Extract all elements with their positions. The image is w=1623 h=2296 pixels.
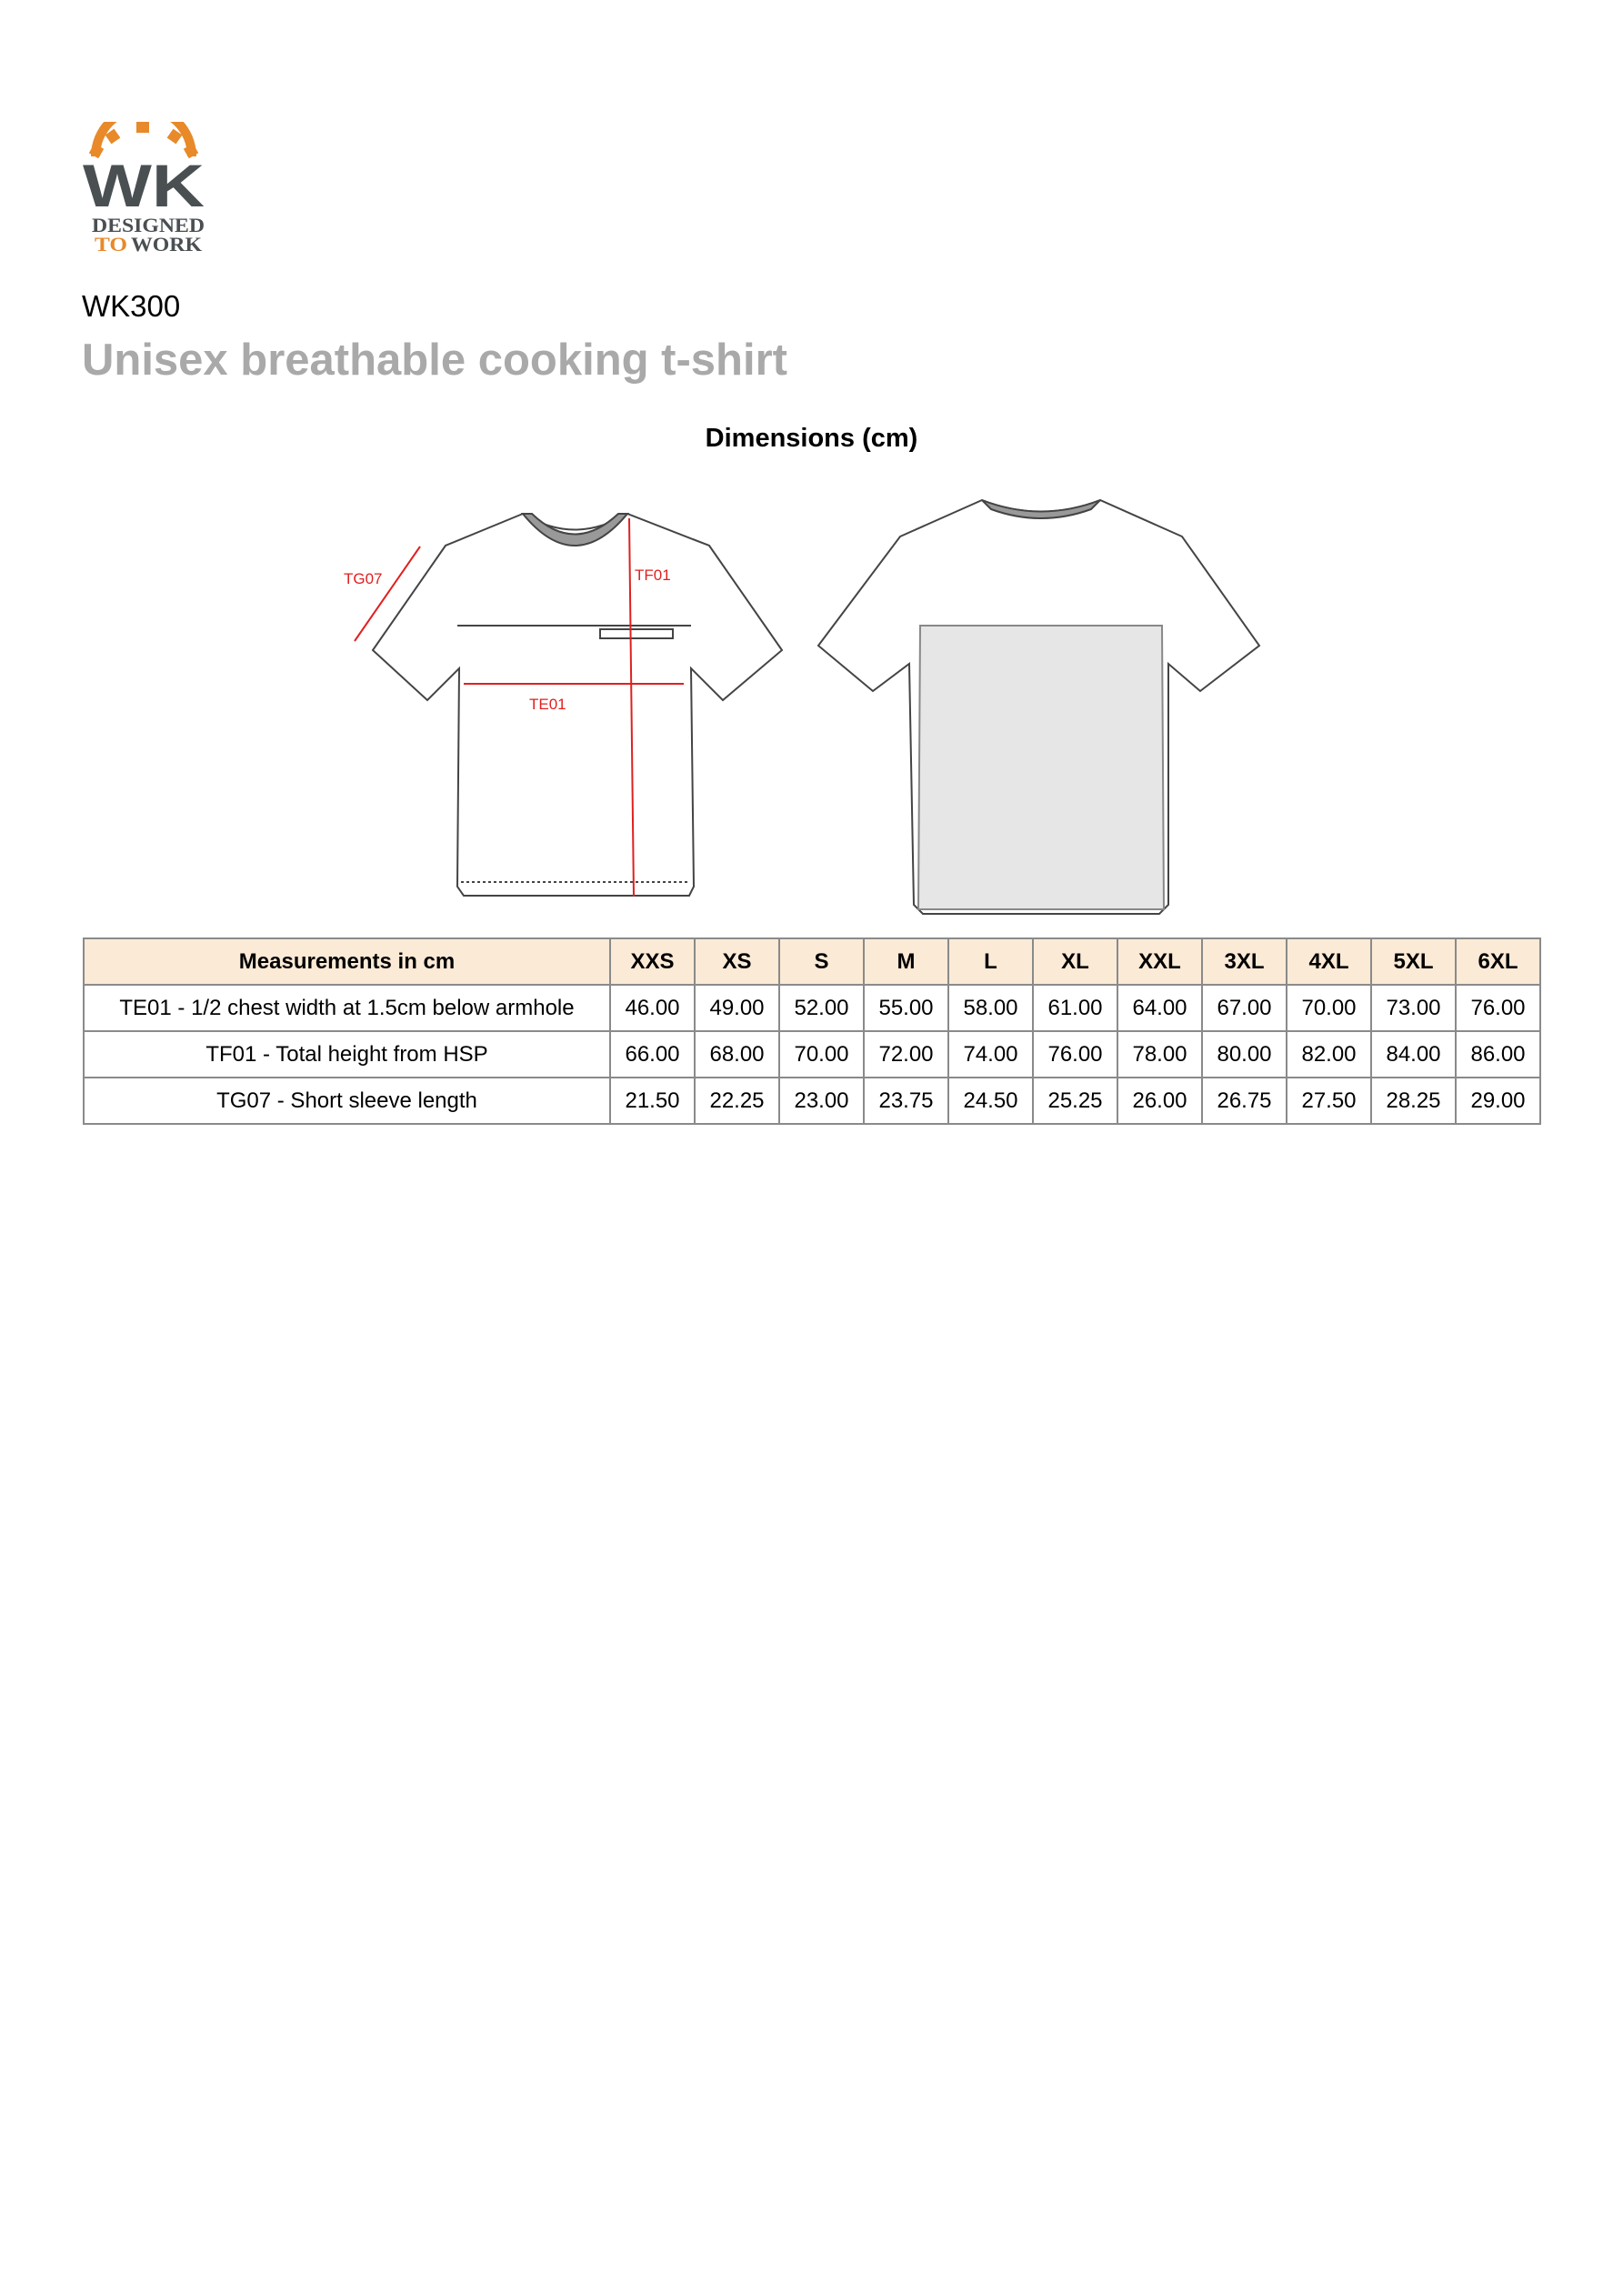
cell-value: 55.00 [864, 985, 948, 1031]
back-view [818, 500, 1259, 914]
cell-value: 70.00 [779, 1031, 864, 1078]
label-te01: TE01 [529, 696, 566, 713]
size-header: XS [695, 938, 779, 985]
header-measurements: Measurements in cm [84, 938, 610, 985]
cell-value: 52.00 [779, 985, 864, 1031]
size-header: XL [1033, 938, 1117, 985]
cell-value: 84.00 [1371, 1031, 1456, 1078]
label-tf01: TF01 [635, 566, 671, 584]
front-view [373, 514, 782, 896]
cell-value: 66.00 [610, 1031, 695, 1078]
cell-value: 80.00 [1202, 1031, 1287, 1078]
cell-value: 64.00 [1117, 985, 1202, 1031]
product-title: Unisex breathable cooking t-shirt [82, 336, 787, 385]
cell-value: 23.75 [864, 1078, 948, 1124]
cell-value: 78.00 [1117, 1031, 1202, 1078]
size-header: L [948, 938, 1033, 985]
size-header: XXL [1117, 938, 1202, 985]
cell-value: 58.00 [948, 985, 1033, 1031]
row-label: TG07 - Short sleeve length [84, 1078, 610, 1124]
cell-value: 61.00 [1033, 985, 1117, 1031]
cell-value: 25.25 [1033, 1078, 1117, 1124]
svg-text:DESIGNED: DESIGNED [92, 214, 205, 236]
cell-value: 29.00 [1456, 1078, 1540, 1124]
svg-text:TO: TO [95, 233, 127, 254]
table-row [84, 1078, 1540, 1124]
table-row [84, 1031, 1540, 1078]
cell-value: 73.00 [1371, 985, 1456, 1031]
cell-value: 76.00 [1033, 1031, 1117, 1078]
cell-value: 22.25 [695, 1078, 779, 1124]
svg-text:WORK: WORK [131, 233, 202, 254]
size-header: 5XL [1371, 938, 1456, 985]
wk-logo [80, 122, 207, 254]
row-label: TF01 - Total height from HSP [84, 1031, 610, 1078]
size-header: 6XL [1456, 938, 1540, 985]
size-header: S [779, 938, 864, 985]
cell-value: 28.25 [1371, 1078, 1456, 1124]
size-header: 3XL [1202, 938, 1287, 985]
cell-value: 23.00 [779, 1078, 864, 1124]
cell-value: 70.00 [1287, 985, 1371, 1031]
cell-value: 68.00 [695, 1031, 779, 1078]
cell-value: 86.00 [1456, 1031, 1540, 1078]
cell-value: 72.00 [864, 1031, 948, 1078]
cell-value: 74.00 [948, 1031, 1033, 1078]
cell-value: 46.00 [610, 985, 695, 1031]
cell-value: 26.75 [1202, 1078, 1287, 1124]
cell-value: 27.50 [1287, 1078, 1371, 1124]
cell-value: 49.00 [695, 985, 779, 1031]
size-header: XXS [610, 938, 695, 985]
row-label: TE01 - 1/2 chest width at 1.5cm below armhole [84, 985, 610, 1031]
size-header: 4XL [1287, 938, 1371, 985]
cell-value: 21.50 [610, 1078, 695, 1124]
cell-value: 67.00 [1202, 985, 1287, 1031]
product-code: WK300 [82, 289, 181, 323]
size-table [83, 937, 1541, 1125]
label-tg07: TG07 [344, 570, 383, 587]
cell-value: 24.50 [948, 1078, 1033, 1124]
size-header: M [864, 938, 948, 985]
cell-value: 82.00 [1287, 1031, 1371, 1078]
table-header-row [84, 938, 1540, 985]
svg-text:WK: WK [83, 152, 205, 219]
cell-value: 76.00 [1456, 985, 1540, 1031]
table-row [84, 985, 1540, 1031]
dimensions-heading: Dimensions (cm) [705, 424, 918, 453]
garment-diagram [327, 482, 1282, 927]
cell-value: 26.00 [1117, 1078, 1202, 1124]
